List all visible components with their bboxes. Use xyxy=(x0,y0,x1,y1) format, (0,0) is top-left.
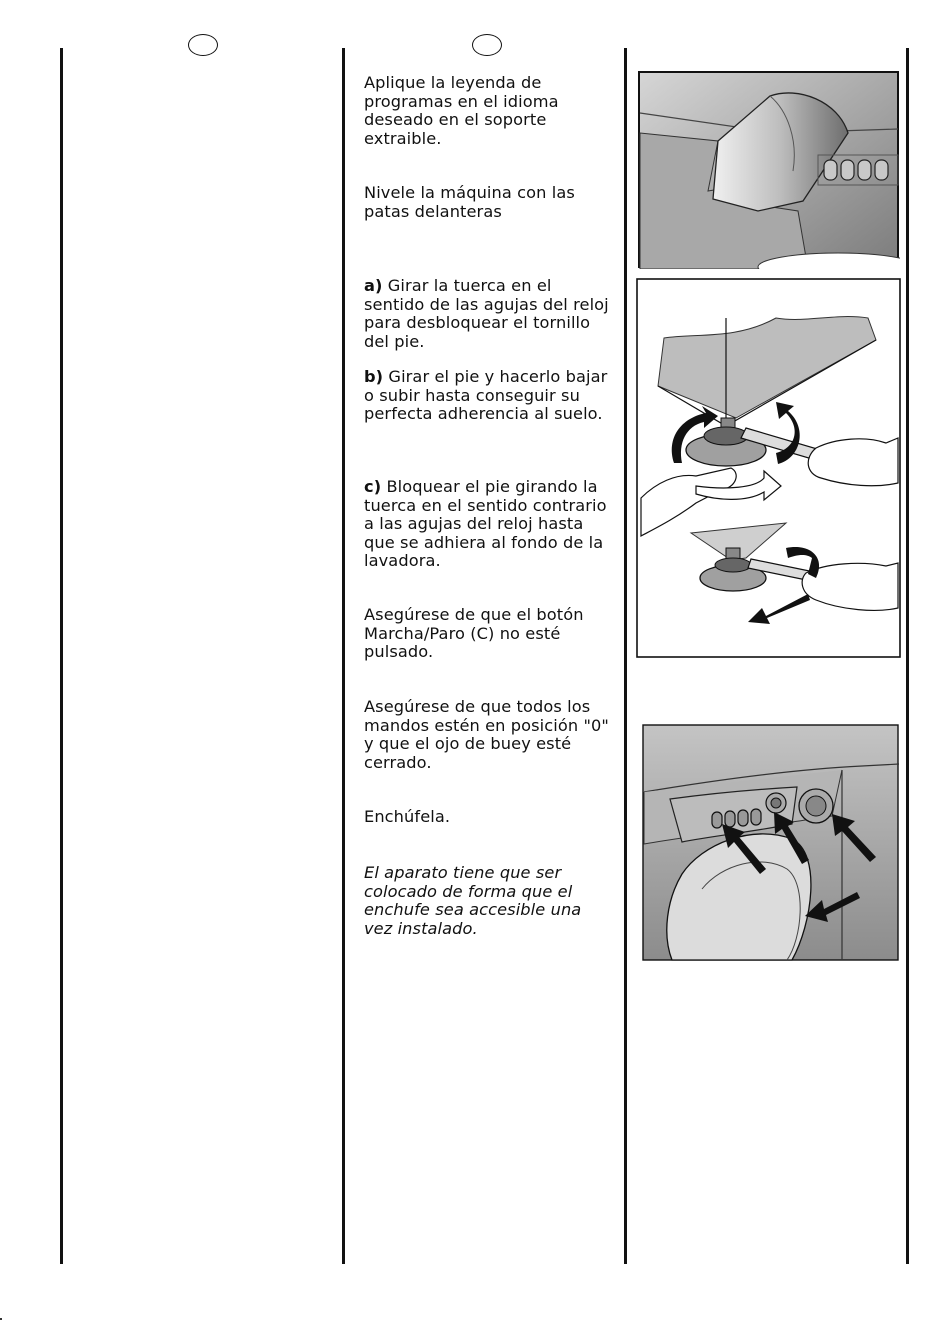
instruction-step-c xyxy=(364,478,614,571)
instruction-step-b xyxy=(364,368,614,424)
step-c-text: Bloquear el pie girando la tuerca en el sentido contrario a las agujas del reloj hasta que se adhiera al fondo de la lavadora. xyxy=(364,477,607,571)
instruction-controls-zero: Asegúrese de que todos los mandos estén en posición "0" y que el ojo de buey esté cerrado. xyxy=(364,697,609,772)
step-a-label: a) xyxy=(364,276,383,295)
instruction-accessible-plug: El aparato tiene que ser colocado de forma que el enchufe sea accesible una vez instalado. xyxy=(364,863,582,938)
page-speck xyxy=(0,1318,2,1320)
step-c-label: c) xyxy=(364,477,382,496)
column-divider-left xyxy=(60,48,63,1264)
figure-level-feet xyxy=(636,278,901,658)
figure-control-panel xyxy=(642,724,900,962)
step-a-text: Girar la tuerca en el sentido de las agujas del reloj para desbloquear el tornillo del pie. xyxy=(364,276,609,351)
step-b-text: Girar el pie y hacerlo bajar o subir hasta conseguir su perfecta adherencia al suelo. xyxy=(364,367,608,424)
instruction-level: Nivele la máquina con las patas delanteras xyxy=(364,183,575,221)
instruction-plug-in: Enchúfela. xyxy=(364,807,451,826)
language-marker-right xyxy=(472,34,502,56)
instruction-step-a xyxy=(364,277,614,351)
column-divider-right xyxy=(624,48,627,1264)
instruction-legend: Aplique la leyenda de programas en el idioma deseado en el soporte extraible. xyxy=(364,73,559,148)
column-divider-edge xyxy=(906,48,909,1264)
instruction-start-button: Asegúrese de que el botón Marcha/Paro (C) no esté pulsado. xyxy=(364,605,584,662)
figure-legend-insert xyxy=(638,71,900,269)
step-b-label: b) xyxy=(364,367,384,386)
column-divider-middle xyxy=(342,48,345,1264)
language-marker-left xyxy=(188,34,218,56)
